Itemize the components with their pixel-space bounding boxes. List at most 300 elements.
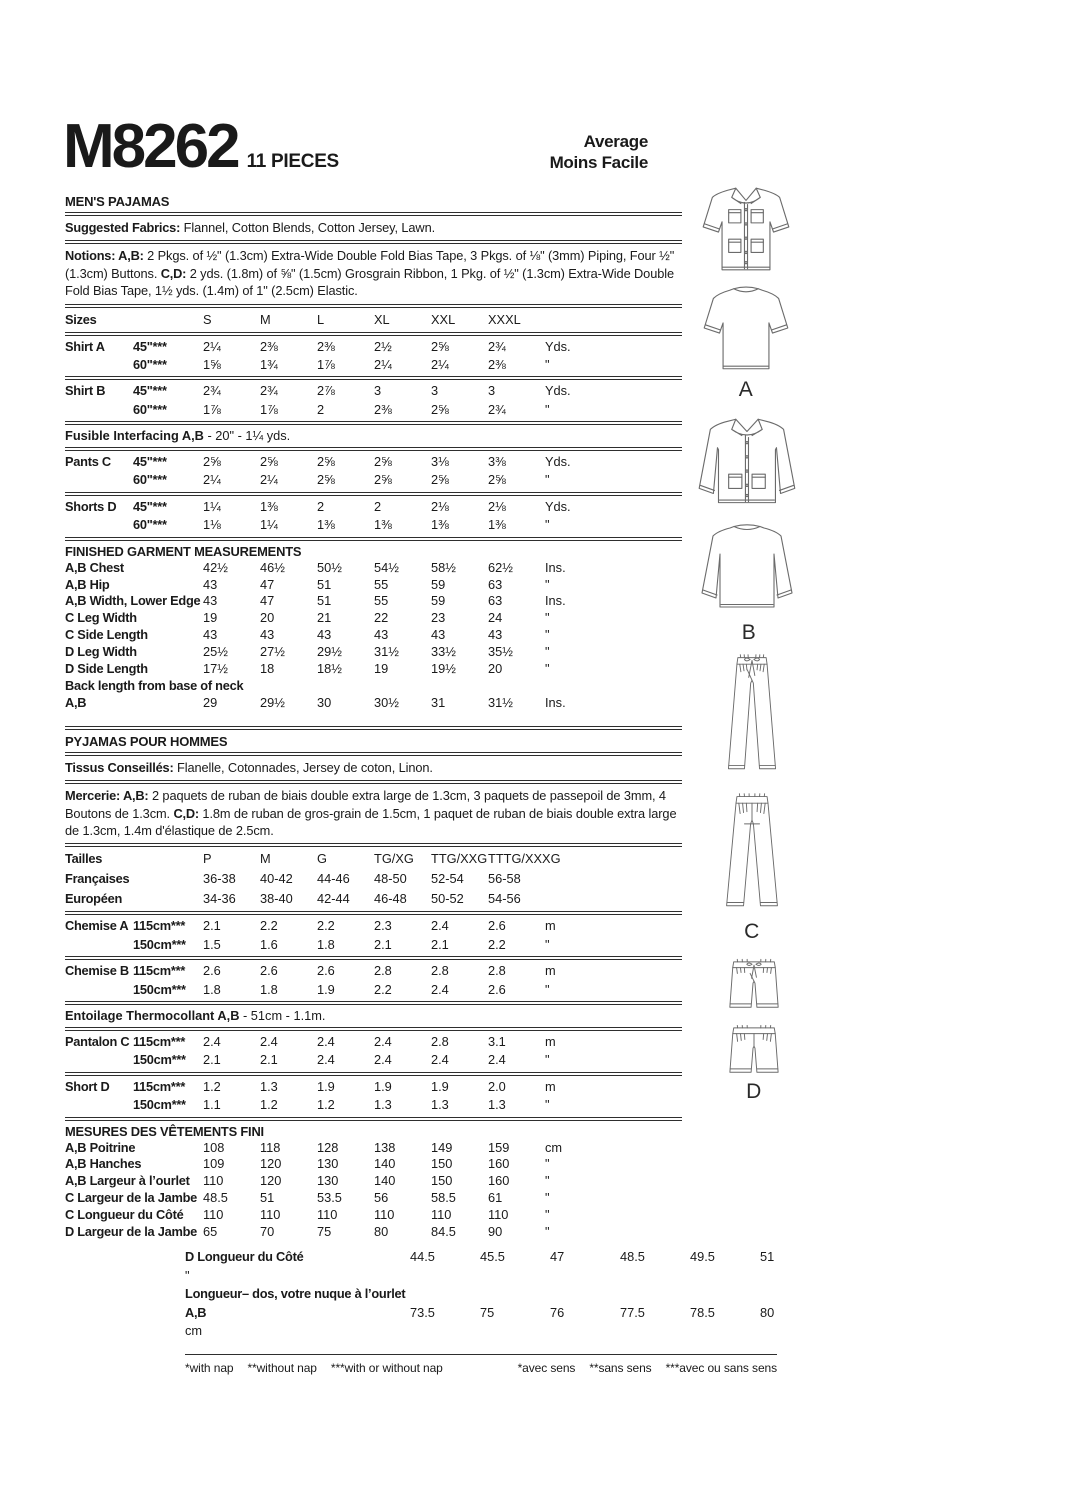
unit-value: "	[545, 1207, 550, 1223]
table-row	[65, 1156, 682, 1173]
pajama-top-b-back-drawing	[690, 521, 808, 621]
yardage-table-french	[65, 849, 682, 1240]
size-value: 59	[431, 576, 446, 592]
text-bold-segment: Suggested Fabrics:	[65, 220, 181, 235]
size-value: 2.4	[488, 1052, 506, 1068]
size-value: 2.6	[317, 963, 335, 979]
size-value: 120	[260, 1156, 282, 1172]
size-value: 42½	[203, 559, 228, 575]
size-value: G	[317, 851, 327, 867]
size-value: 140	[374, 1173, 396, 1189]
pants-c-back-drawing	[717, 790, 787, 918]
unit-value: "	[545, 576, 550, 592]
size-value: 2⅝	[317, 472, 335, 488]
size-value: 51	[260, 1190, 275, 1206]
size-value: 76	[550, 1304, 565, 1320]
size-value: 45.5	[480, 1248, 505, 1264]
size-value: 63	[488, 593, 503, 609]
unit-value: "	[545, 1190, 550, 1206]
size-value: 110	[374, 1207, 395, 1223]
size-value: 140	[374, 1156, 396, 1172]
table-row	[185, 1304, 775, 1341]
shirt-a-front-drawing	[693, 182, 799, 277]
size-value: 80	[374, 1224, 389, 1240]
size-value: 130	[317, 1156, 339, 1172]
unit-value: "	[545, 661, 550, 677]
size-value: 2	[374, 498, 382, 514]
size-value: 3	[431, 383, 439, 399]
garment-label: Shirt B	[65, 383, 106, 399]
pants-c-front-drawing	[718, 651, 786, 781]
size-value: 2⅝	[260, 454, 278, 470]
size-value: 43	[374, 627, 389, 643]
garment-label: Shorts D	[65, 498, 117, 514]
unit-value: "	[545, 472, 550, 488]
size-value: 2⅛	[488, 498, 506, 514]
size-value: 1.2	[317, 1097, 335, 1113]
size-value: 2.2	[317, 918, 335, 934]
size-value: 1⅜	[431, 517, 449, 533]
divider	[65, 726, 682, 730]
size-value: 55	[374, 576, 389, 592]
footnotes-english	[185, 1361, 457, 1375]
garment-label: Pantalon C	[65, 1033, 130, 1049]
size-value: 2⅛	[431, 498, 449, 514]
size-value: 110	[203, 1207, 224, 1223]
size-value: 2.8	[488, 963, 506, 979]
section-title-english: MEN'S PAJAMAS	[65, 194, 170, 209]
fabric-width-label: 60"***	[133, 472, 167, 488]
footnotes	[185, 1354, 777, 1375]
size-value: 51	[317, 576, 332, 592]
size-value: 2.4	[203, 1033, 221, 1049]
fabric-width-label: 45"***	[133, 498, 167, 514]
size-value: 43	[431, 627, 446, 643]
divider	[65, 752, 682, 756]
shirt-a-back-drawing	[693, 283, 799, 375]
footnote-item: *with nap	[185, 1360, 234, 1375]
unit-value: "	[545, 357, 550, 373]
table-row	[65, 560, 682, 577]
table-row	[65, 869, 682, 889]
figure-view-c	[716, 651, 788, 943]
size-value: 2.1	[203, 1052, 221, 1068]
size-value: 138	[374, 1139, 396, 1155]
size-value: 2¼	[203, 338, 221, 354]
size-value: 21	[317, 610, 332, 626]
difficulty-block	[420, 131, 648, 173]
size-value: 1.3	[260, 1078, 278, 1094]
table-row	[65, 981, 682, 999]
size-value: 27½	[260, 644, 285, 660]
size-value: 2⅜	[260, 338, 278, 354]
pieces-count: 11 PIECES	[246, 151, 339, 172]
unit-value: "	[545, 1052, 550, 1068]
garment-label: Pants C	[65, 454, 111, 470]
divider	[65, 1117, 682, 1121]
size-value: 1.2	[260, 1097, 278, 1113]
size-value: 1.3	[431, 1097, 449, 1113]
size-value: TTTG/XXXG	[488, 851, 561, 867]
size-value: 2.4	[431, 981, 449, 997]
table-row	[65, 543, 682, 560]
measurement-label: A,B Width, Lower Edge	[65, 593, 201, 609]
size-value: 50-52	[431, 891, 464, 907]
measurement-label: D Longueur du Côté	[185, 1248, 304, 1264]
table-row	[65, 962, 682, 980]
size-value: 149	[431, 1139, 453, 1155]
size-value: 1.5	[203, 936, 221, 952]
table-row	[65, 593, 682, 610]
size-value: 3	[374, 383, 382, 399]
measurement-label: A,B Chest	[65, 559, 124, 575]
text-segment: 2 Pkgs. of ½" (1.3cm) Extra-Wide Double Fold Bias Tape, 3 Pkgs. of ⅛" (3mm) Piping, Four ½" (1.3cm) Buttons.	[65, 248, 675, 281]
size-value: 1.2	[203, 1078, 221, 1094]
table-row	[65, 453, 682, 471]
measurement-label: C Longueur du Côté	[65, 1207, 184, 1223]
fabric-width-label: 150cm***	[133, 981, 186, 997]
unit-value: m	[545, 918, 556, 934]
overflow-measurement-table	[185, 1248, 775, 1341]
size-value: 2⅝	[317, 454, 335, 470]
divider	[65, 376, 682, 380]
size-value: XL	[374, 311, 390, 327]
figure-view-a	[692, 182, 800, 401]
measurement-label: A,B Hanches	[65, 1156, 142, 1172]
size-value: 52-54	[431, 871, 464, 887]
size-value: 110	[488, 1207, 509, 1223]
size-value: 2⅝	[431, 472, 449, 488]
size-value: 2.4	[374, 1052, 392, 1068]
size-value: 70	[260, 1224, 275, 1240]
table-row	[65, 471, 682, 489]
size-value: 2.1	[260, 1052, 278, 1068]
section-title-french: PYJAMAS POUR HOMMES	[65, 733, 228, 749]
size-value: 1.9	[431, 1078, 449, 1094]
size-value: 1.9	[374, 1078, 392, 1094]
size-value: 2¼	[260, 472, 278, 488]
divider	[65, 780, 682, 784]
size-value: 31	[431, 694, 446, 710]
suggested-fabrics-english	[65, 218, 682, 238]
size-value: 2.3	[374, 918, 392, 934]
size-value: 1.6	[260, 936, 278, 952]
table-row	[65, 498, 682, 516]
size-value: 75	[317, 1224, 332, 1240]
size-value: 17½	[203, 661, 228, 677]
size-value: 43	[203, 576, 218, 592]
size-value: TTG/XXG	[431, 851, 488, 867]
size-value: 2.4	[317, 1033, 335, 1049]
size-value: 2¾	[260, 383, 278, 399]
column-header-label: Tailles	[65, 851, 103, 867]
size-value: 48-50	[374, 871, 407, 887]
table-row	[65, 889, 682, 909]
text-segment: Flanelle, Cotonnades, Jersey de coton, Linon.	[173, 759, 433, 775]
measurement-label: D Leg Width	[65, 644, 137, 660]
unit-value: "	[545, 1097, 550, 1113]
size-value: 50½	[317, 559, 342, 575]
size-value: 51	[317, 593, 332, 609]
size-value: 1⅜	[374, 517, 392, 533]
size-value: 160	[488, 1156, 510, 1172]
size-value: 34-36	[203, 891, 236, 907]
size-value: 25½	[203, 644, 228, 660]
size-value: 43	[260, 627, 275, 643]
size-value: 77.5	[620, 1304, 645, 1320]
size-value: 19	[203, 610, 218, 626]
size-value: 18½	[317, 661, 342, 677]
footnote-item: **sans sens	[589, 1360, 652, 1375]
size-value: 61	[488, 1190, 503, 1206]
interfacing-note	[65, 427, 682, 445]
size-value: 63	[488, 576, 503, 592]
size-value: 78.5	[690, 1304, 715, 1320]
size-value: 2.2	[488, 936, 506, 952]
table-row	[185, 1248, 775, 1285]
fabric-width-label: 60"***	[133, 401, 167, 417]
size-value: 1.8	[203, 981, 221, 997]
unit-value: Yds.	[545, 338, 571, 354]
size-value: 54-56	[488, 891, 521, 907]
size-value: 2.1	[431, 936, 449, 952]
divider	[65, 332, 682, 336]
size-value: 3⅜	[488, 454, 506, 470]
text-bold-segment: C,D:	[173, 805, 199, 821]
measurement-label: A,B	[185, 1304, 207, 1320]
measurement-row-label: Back length from base of neck	[65, 678, 244, 694]
size-value: 2⅝	[203, 454, 221, 470]
divider	[65, 421, 682, 425]
table-row	[65, 936, 682, 954]
table-row	[65, 1078, 682, 1096]
divider	[65, 537, 682, 541]
size-value: 29	[203, 694, 218, 710]
size-value: 46½	[260, 559, 285, 575]
size-value: 1⅜	[260, 498, 278, 514]
size-value: 2.6	[260, 963, 278, 979]
difficulty-french: Moins Facile	[549, 153, 648, 172]
unit-value: Yds.	[545, 454, 571, 470]
size-value: 2.0	[488, 1078, 506, 1094]
size-value: 110	[431, 1207, 452, 1223]
table-row	[65, 401, 682, 419]
size-value: 2¼	[374, 357, 392, 373]
text-bold-segment: Notions: A,B:	[65, 248, 144, 264]
column-header-label: Françaises	[65, 871, 130, 887]
size-value: 2.4	[260, 1033, 278, 1049]
size-value: 2.2	[260, 918, 278, 934]
size-value: 31½	[374, 644, 399, 660]
size-value: 128	[317, 1139, 339, 1155]
size-value: 2.6	[488, 918, 506, 934]
size-value: 90	[488, 1224, 503, 1240]
unit-value: cm	[185, 1323, 203, 1339]
size-value: 58½	[431, 559, 456, 575]
measurement-label: A,B Hip	[65, 576, 110, 592]
fabric-width-label: 45"***	[133, 338, 167, 354]
divider	[65, 956, 682, 960]
unit-value: Ins.	[545, 559, 566, 575]
table-row	[65, 382, 682, 400]
divider	[65, 1001, 682, 1005]
size-value: 2.6	[203, 963, 221, 979]
size-value: P	[203, 851, 212, 867]
size-value: 108	[203, 1139, 225, 1155]
column-header-label: Européen	[65, 891, 123, 907]
size-value: 1⅞	[260, 401, 278, 417]
size-value: 1.3	[374, 1097, 392, 1113]
fabric-width-label: 115cm***	[133, 1078, 186, 1094]
divider	[65, 1027, 682, 1031]
size-value: 2.1	[203, 918, 221, 934]
text-segment: - 51cm - 1.1m.	[239, 1008, 326, 1024]
size-value: 2.6	[488, 981, 506, 997]
size-value: 2	[317, 401, 325, 417]
main-column	[65, 192, 777, 1375]
unit-value: "	[545, 517, 550, 533]
table-row	[65, 310, 682, 330]
size-value: 2⅝	[488, 472, 506, 488]
figure-view-b	[688, 413, 810, 644]
size-value: M	[260, 311, 271, 327]
size-value: 43	[488, 627, 503, 643]
pattern-number: M8262	[63, 112, 238, 181]
text-bold-segment: Tissus Conseillés:	[65, 759, 174, 775]
size-value: 20	[260, 610, 275, 626]
table-row	[65, 1123, 682, 1140]
size-value: 47	[550, 1248, 565, 1264]
size-value: 2¾	[488, 338, 506, 354]
size-value: 2	[317, 498, 325, 514]
size-value: 48.5	[203, 1190, 228, 1206]
yardage-table-english	[65, 310, 682, 712]
size-value: 150	[431, 1156, 453, 1172]
text-segment: 1.8m de ruban de gros-grain de 1.5cm, 1 paquet de ruban de biais double extra large de 1.3cm, 1.4m d'élastique de 2.5cm.	[65, 805, 677, 839]
table-row	[65, 1140, 682, 1157]
size-value: 1⅝	[203, 357, 221, 373]
size-value: 44-46	[317, 871, 350, 887]
size-value: 1¾	[260, 357, 278, 373]
size-value: 38-40	[260, 891, 293, 907]
size-value: 2⅝	[374, 472, 392, 488]
size-value: 35½	[488, 644, 513, 660]
size-value: 2⅜	[317, 338, 335, 354]
garment-label: Chemise A	[65, 918, 129, 934]
fabric-width-label: 150cm***	[133, 1052, 186, 1068]
unit-value: Ins.	[545, 593, 566, 609]
table-row	[65, 516, 682, 534]
figure-view-d	[719, 957, 789, 1103]
size-value: 2⅜	[488, 357, 506, 373]
fabric-width-label: 115cm***	[133, 918, 186, 934]
size-value: 36-38	[203, 871, 236, 887]
unit-value: "	[545, 1224, 550, 1240]
garment-label: Short D	[65, 1078, 110, 1094]
size-value: 62½	[488, 559, 513, 575]
size-value: 2⅞	[317, 383, 335, 399]
size-value: 75	[480, 1304, 495, 1320]
text-segment: Flannel, Cotton Blends, Cotton Jersey, Lawn.	[180, 220, 436, 235]
size-value: 2¼	[431, 357, 449, 373]
unit-value: Yds.	[545, 383, 571, 399]
size-value: 1¼	[260, 517, 278, 533]
size-value: 1.9	[317, 1078, 335, 1094]
size-value: 29½	[317, 644, 342, 660]
size-value: 110	[260, 1207, 281, 1223]
divider	[65, 843, 682, 847]
text-bold-segment: C,D:	[160, 265, 187, 281]
size-value: 2½	[374, 338, 392, 354]
size-value: 2¾	[488, 401, 506, 417]
size-value: 19	[374, 661, 389, 677]
size-value: XXXL	[488, 311, 521, 327]
size-value: TG/XG	[374, 851, 414, 867]
size-value: 58.5	[431, 1190, 456, 1206]
interfacing-note	[65, 1007, 682, 1025]
figure-label-b: B	[741, 621, 757, 644]
size-value: 1.3	[488, 1097, 506, 1113]
table-row	[65, 1051, 682, 1069]
size-value: 54½	[374, 559, 399, 575]
size-value: 2.8	[431, 963, 449, 979]
size-value: 30	[317, 694, 332, 710]
size-value: 49.5	[690, 1248, 715, 1264]
fabric-width-label: 150cm***	[133, 1097, 186, 1113]
unit-value: m	[545, 1078, 556, 1094]
size-value: 2.4	[317, 1052, 335, 1068]
text-segment: 2 yds. (1.8m) of ⅝" (1.5cm) Grosgrain Ribbon, 1 Pkg. of ½" (1.3cm) Extra-Wide Double Fold Bias Tape, 1½ yds. (1.4m) of 1" (2.5cm) Elastic.	[65, 265, 674, 299]
measurement-label: A,B	[65, 694, 87, 710]
footnote-item: ***with or without nap	[330, 1360, 443, 1375]
text-segment: 2 paquets de ruban de biais double extra large de 1.3cm, 3 paquets de passepoil de 3mm, 4 Boutons de 1.3cm.	[65, 788, 666, 821]
size-value: 43	[203, 593, 218, 609]
size-value: 1⅞	[203, 401, 221, 417]
size-value: 118	[260, 1139, 281, 1155]
size-value: 84.5	[431, 1224, 456, 1240]
size-value: 53.5	[317, 1190, 342, 1206]
unit-value: Yds.	[545, 498, 571, 514]
size-value: 73.5	[410, 1304, 435, 1320]
figure-label-a: A	[738, 378, 754, 401]
table-row	[65, 917, 682, 935]
size-value: 18	[260, 661, 275, 677]
size-value: 3⅛	[431, 454, 449, 470]
fabric-width-label: 115cm***	[133, 1033, 186, 1049]
unit-value: cm	[545, 1139, 563, 1155]
size-value: 23	[431, 610, 446, 626]
size-value: 1⅜	[488, 517, 506, 533]
size-value: 19½	[431, 661, 456, 677]
table-row	[65, 849, 682, 869]
size-value: 3	[488, 383, 496, 399]
size-value: 46-48	[374, 891, 407, 907]
size-value: 130	[317, 1173, 339, 1189]
fabric-width-label: 45"***	[133, 383, 167, 399]
size-value: S	[203, 311, 212, 327]
measurement-label: D Side Length	[65, 661, 148, 677]
measurement-label: A,B Poitrine	[65, 1139, 136, 1155]
size-value: 1⅜	[317, 517, 335, 533]
size-value: 3.1	[488, 1033, 506, 1049]
table-row	[65, 644, 682, 661]
brand-block	[63, 112, 339, 181]
size-value: 1⅛	[203, 517, 221, 533]
size-value: 44.5	[410, 1248, 435, 1264]
figure-label-c: C	[744, 920, 760, 943]
table-row	[185, 1285, 682, 1304]
size-value: 1¼	[203, 498, 221, 514]
